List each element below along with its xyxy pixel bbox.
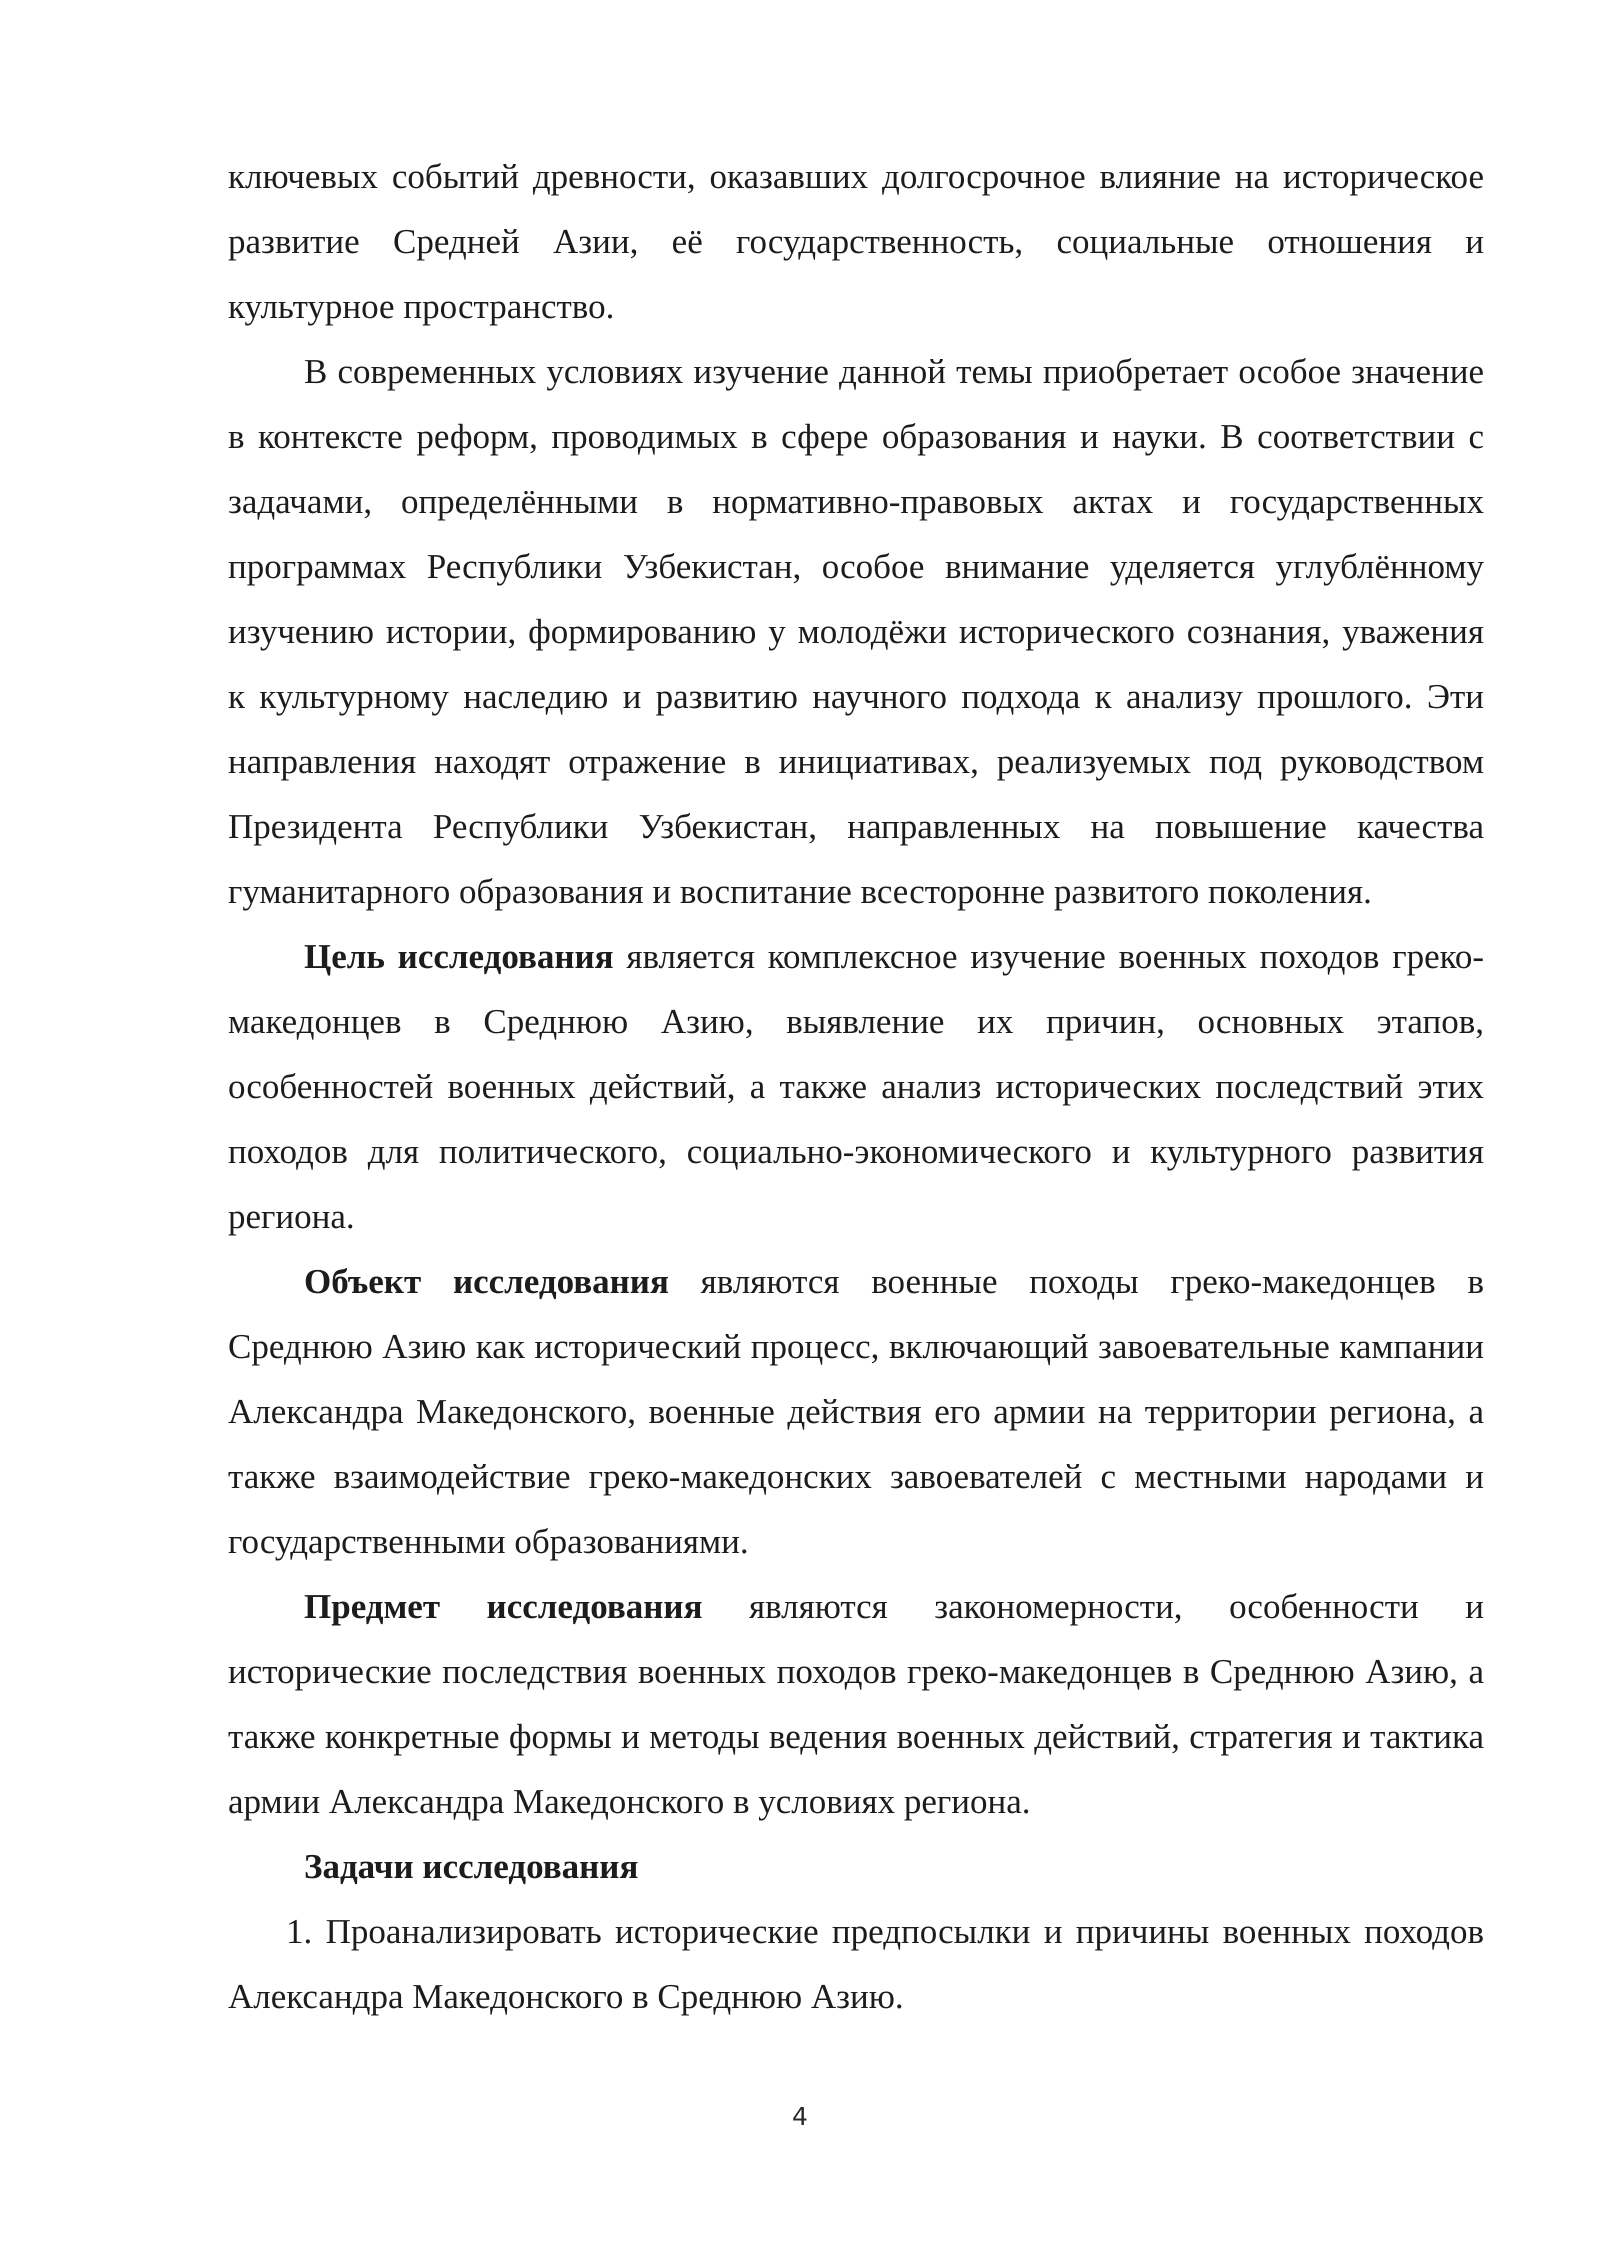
body-text xyxy=(228,144,1484,2029)
paragraph-relevance: В современных условиях изучение данной темы приобретает особое значение в контексте реформ, проводимых в сфере образования и науки. В соответствии с задачами, определёнными в нормативно-правовых актах и государственных программах Республики Узбекистан, особое внимание уделяется углублённому изучению истории, формированию у молодёжи исторического сознания, уважения к культурному наследию и развитию научного подхода к анализу прошлого. Эти направления находят отражение в инициативах, реализуемых под руководством Президента Республики Узбекистан, направленных на повышение качества гуманитарного образования и воспитание всесторонне развитого поколения. xyxy=(228,352,1484,911)
task-list-item xyxy=(228,1899,1484,2029)
research-object-text: являются военные походы греко-македонцев в Среднюю Азию как исторический процесс, включающий завоевательные кампании Александра Македонского, военные действия его армии на территории региона, а также взаимодействие греко-македонских завоевателей с местными народами и государственными образованиями. xyxy=(228,1262,1484,1561)
task-text: Проанализировать исторические предпосылки и причины военных походов Александра Македонского в Среднюю Азию. xyxy=(228,1912,1485,2016)
research-subject-text: являются закономерности, особенности и исторические последствия военных походов греко-македонцев в Среднюю Азию, а также конкретные формы и методы ведения военных действий, стратегия и тактика армии Александра Македонского в условиях региона. xyxy=(228,1587,1484,1821)
research-object-term: Объект исследования xyxy=(304,1262,669,1301)
task-number: 1. xyxy=(286,1912,313,1951)
paragraph-continuation: ключевых событий древности, оказавших долгосрочное влияние на историческое развитие Средней Азии, её государственность, социальные отношения и культурное пространство. xyxy=(228,157,1484,326)
research-tasks-heading: Задачи исследования xyxy=(304,1847,639,1886)
paragraph-research-subject xyxy=(228,1574,1484,1834)
page-number: 4 xyxy=(792,2102,808,2131)
paragraph-research-goal xyxy=(228,924,1484,1249)
paragraph-research-object xyxy=(228,1249,1484,1574)
research-goal-term: Цель исследования xyxy=(304,937,614,976)
research-goal-text: является комплексное изучение военных походов греко-македонцев в Среднюю Азию, выявление их причин, основных этапов, особенностей военных действий, а также анализ исторических последствий этих походов для политического, социально-экономического и культурного развития региона. xyxy=(228,937,1484,1236)
research-subject-term: Предмет исследования xyxy=(304,1587,703,1626)
